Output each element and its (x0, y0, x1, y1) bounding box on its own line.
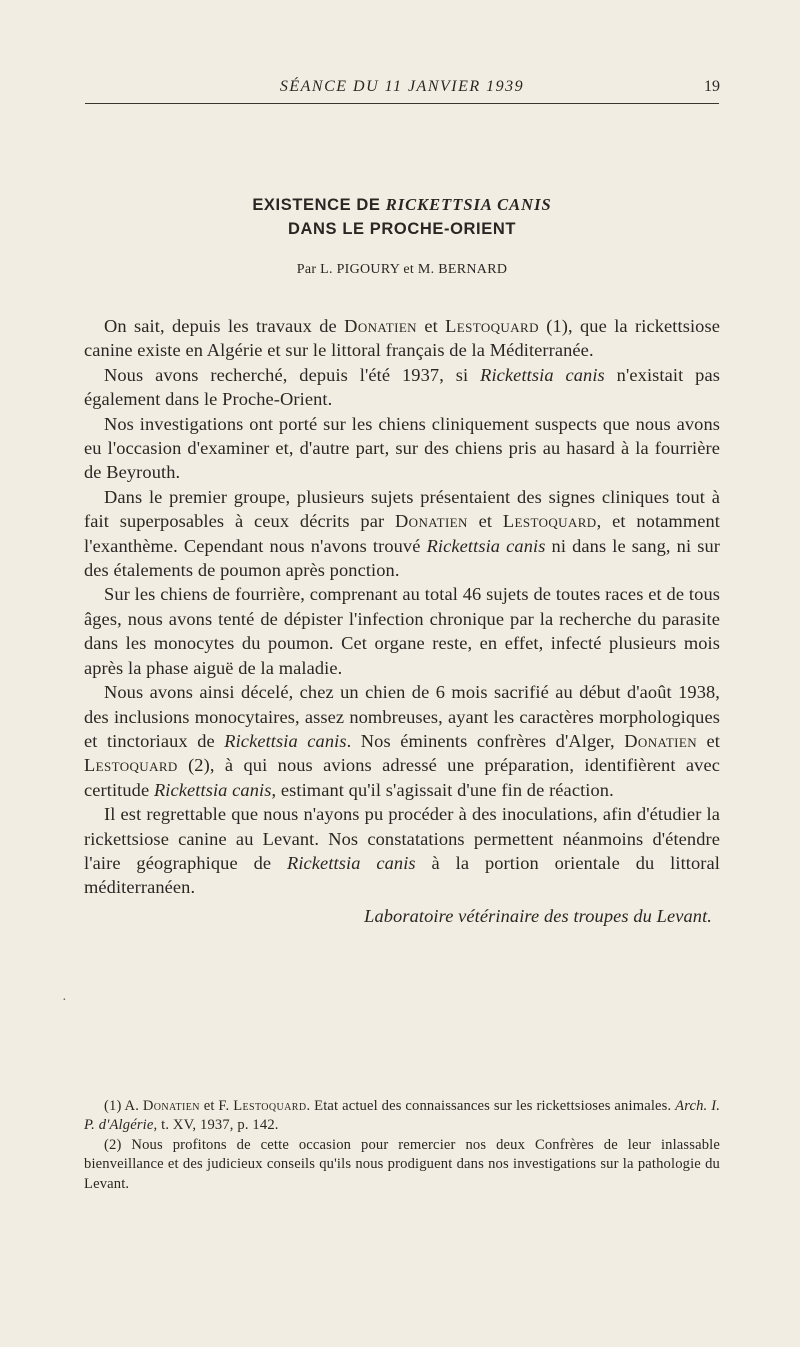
species-name: Rickettsia canis (286, 852, 416, 873)
footnote-2: (2) Nous profitons de cette occasion pour remercier nos deux Confrères de leur inlassable bienveillance et des judicieux conseils qu'ils nous prodiguent dans nos investigations sur la pathologie du Levant. (84, 1136, 720, 1192)
species-name: Rickettsia canis (153, 779, 272, 800)
margin-mark: · (62, 993, 67, 1008)
author-name: Donatien (395, 511, 468, 532)
article-body (84, 314, 720, 928)
text-run: et F. (199, 1098, 234, 1114)
author-name: Lestoquard (84, 755, 178, 776)
text-run: et (467, 511, 503, 532)
page-number: 19 (704, 78, 720, 95)
footnote-1 (84, 1097, 720, 1136)
text-run: Dans le premier groupe, plusieurs sujets présentaient des signes cliniques tout à fait superposables à ceux décrits par (84, 486, 720, 532)
author-name: Donatien (344, 316, 417, 336)
text-run: n'existait pas également dans le Proche-Orient. (84, 364, 720, 410)
text-run: (1) A. (104, 1098, 143, 1114)
text-run: Nous avons recherché, depuis l'été 1937, si (104, 364, 481, 385)
paragraph-1 (84, 314, 720, 363)
journal-title: Arch. I. P. d'Algérie (84, 1098, 720, 1134)
text-run: , estimant qu'il s'agissait d'une fin de réaction. (271, 779, 614, 800)
species-name: Rickettsia canis (480, 364, 605, 385)
text-run: Il est regrettable que nous n'ayons pu procéder à des inoculations, afin d'étudier la rickettsiose canine au Levant. Nos constatations permettent néanmoins d'étendre l'aire géographique de (84, 804, 720, 873)
text-run: et (416, 316, 446, 336)
paragraph-5: Sur les chiens de fourrière, comprenant au total 46 sujets de toutes races et de tous âges, nous avons tenté de dépister l'infection chronique par la recherche du parasite dans les monocytes du poumon. Cet organe reste, en effet, infecté plusieurs mois après la phase aiguë de la maladie. (84, 584, 720, 678)
paragraph-7 (84, 802, 720, 900)
text-run: , t. XV, 1937, p. 142. (153, 1117, 279, 1134)
author-name: Donatien (624, 730, 698, 751)
text-run: On sait, depuis les travaux de (104, 316, 345, 336)
byline: Par L. PIGOURY et M. BERNARD (296, 262, 508, 277)
title-line-1 (84, 193, 720, 217)
title-species: RICKETTSIA CANIS (385, 195, 552, 214)
species-name: Rickettsia canis (224, 730, 347, 751)
author-name: Lestoquard (445, 316, 539, 336)
running-title: SÉANCE DU 11 JANVIER 1939 (279, 78, 525, 95)
text-run: ni dans le sang, ni sur des étalements de poumon après ponction. (84, 535, 721, 581)
author-name: Lestoquard (233, 1098, 307, 1114)
text-run: . Etat actuel des connaissances sur les rickettsioses animales. (306, 1098, 676, 1114)
text-run: (1), que la rickettsiose canine existe en Algérie et sur le littoral français de la Méditerranée. (84, 316, 720, 361)
text-run: . Nos éminents confrères d'Alger, (346, 730, 625, 751)
author-name: Lestoquard (502, 511, 597, 532)
footnotes (84, 1097, 720, 1194)
title-line-2: DANS LE PROCHE-ORIENT (287, 220, 517, 238)
author-name: Donatien (142, 1098, 200, 1114)
paragraph-6 (84, 680, 720, 802)
header-rule (85, 103, 719, 104)
paragraph-3: Nos investigations ont porté sur les chiens cliniquement suspects que nous avons eu l'occasion d'examiner et, d'autre part, sur des chiens pris au hasard à la fourrière de Beyrouth. (84, 413, 720, 483)
text-run: , et notamment l'exanthème. Cependant nous n'avons trouvé (84, 511, 720, 556)
text-run: Nous avons ainsi décelé, chez un chien de 6 mois sacrifié au début d'août 1938, des inclusions monocytaires, assez nombreuses, ayant les caractères morphologiques et tinctoriaux de (84, 682, 720, 751)
article-title (84, 193, 720, 241)
text-run: (2), à qui nous avions adressé une préparation, identifièrent avec certitude (84, 755, 720, 800)
paragraph-4 (84, 485, 720, 583)
paragraph-2 (84, 363, 720, 412)
laboratory-signature: Laboratoire vétérinaire des troupes du Levant. (364, 905, 712, 926)
title-text: EXISTENCE DE (252, 196, 386, 214)
species-name: Rickettsia canis (426, 535, 546, 556)
text-run: et (697, 730, 720, 751)
text-run: à la portion orientale du littoral méditerranéen. (84, 852, 720, 898)
running-head (84, 74, 720, 100)
